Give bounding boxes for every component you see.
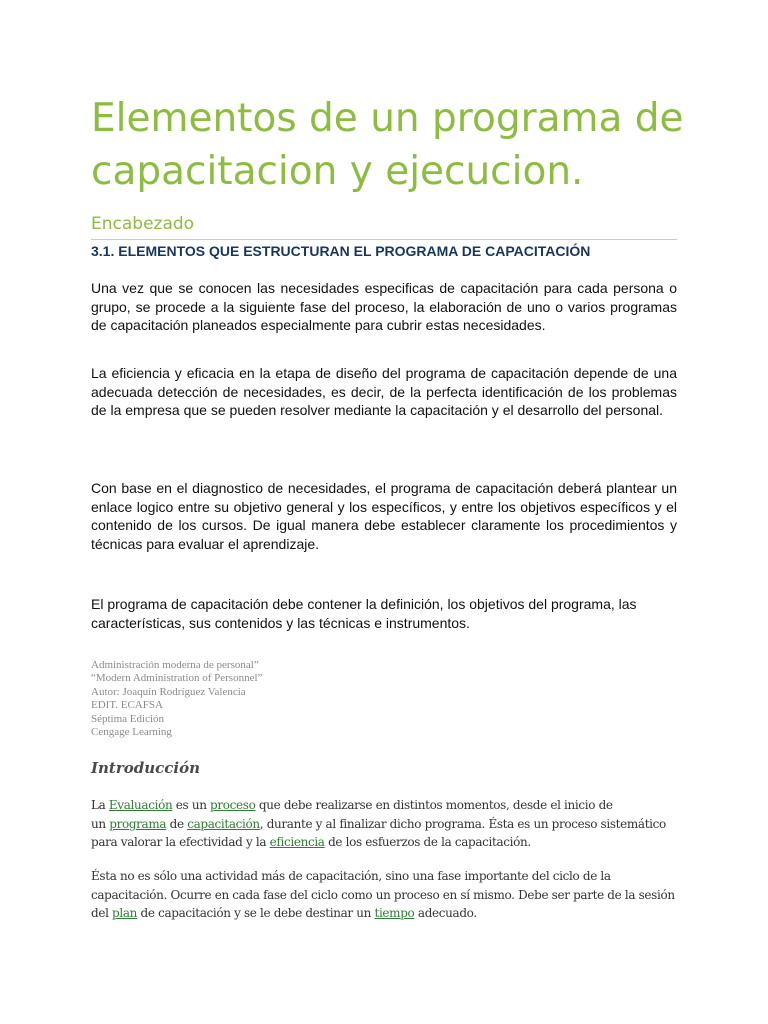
heading-encabezado: Encabezado xyxy=(91,214,195,234)
introduction-heading: Introducción xyxy=(91,759,201,777)
introduction-paragraph-2 xyxy=(91,867,681,923)
link-tiempo[interactable]: tiempo xyxy=(374,906,415,920)
heading-underline xyxy=(91,239,677,240)
text-span: adecuado. xyxy=(414,906,477,920)
section-title: 3.1. ELEMENTOS QUE ESTRUCTURAN EL PROGRAMA DE CAPACITACIÓN xyxy=(91,243,591,259)
text-span: es un xyxy=(172,798,211,812)
paragraph-2: La eficiencia y eficacia en la etapa de diseño del programa de capacitación depende de una adecuada detección de necesidades, es decir, de la perfecta identificación de los problemas de la empresa que se pueden resolver mediante la capacitación y el desarrollo del personal. xyxy=(91,365,677,418)
text-span: un xyxy=(91,816,110,831)
reference-line: “Modern Administration of Personnel” xyxy=(91,672,263,685)
introduction-paragraph-1 xyxy=(91,796,681,852)
text-span: del xyxy=(91,906,113,920)
bibliographic-reference xyxy=(91,659,491,739)
reference-line: EDIT. ECAFSA xyxy=(91,699,163,712)
text-line: Ésta no es sólo una actividad más de capacitación, sino una fase importante del ciclo de la xyxy=(91,869,611,883)
link-capacitacion[interactable]: capacitación xyxy=(187,816,260,831)
text-line: capacitación. Ocurre en cada fase del ciclo como un proceso en sí mismo. Debe ser parte de la sesión xyxy=(91,887,675,902)
reference-line: Administración moderna de personal” xyxy=(91,659,259,671)
link-evaluacion[interactable]: Evaluación xyxy=(108,798,173,812)
paragraph-1: Una vez que se conocen las necesidades especificas de capacitación para cada persona o grupo, se procede a la siguiente fase del proceso, la elaboración de uno o varios programas de capacitación planeados especialmente para cubrir estas necesidades. xyxy=(91,280,677,333)
link-proceso[interactable]: proceso xyxy=(210,798,256,812)
text-line xyxy=(91,815,681,834)
link-eficiencia[interactable]: eficiencia xyxy=(269,835,325,849)
text-line xyxy=(91,796,681,815)
text-span: para valorar la efectividad y la xyxy=(91,835,270,849)
text-span: de xyxy=(166,816,188,831)
text-span: de los esfuerzos de la capacitación. xyxy=(324,835,531,849)
link-plan[interactable]: plan xyxy=(112,906,138,920)
reference-line: Autor: Joaquín Rodríguez Valencia xyxy=(91,685,246,698)
text-span: La xyxy=(91,798,109,812)
text-span: que debe realizarse en distintos momentos, desde el inicio de xyxy=(255,798,613,812)
text-line xyxy=(91,833,681,852)
reference-line: Cengage Learning xyxy=(91,726,172,739)
paragraph-4: El programa de capacitación debe contener la definición, los objetivos del programa, las características, sus contenidos y las técnicas e instrumentos. xyxy=(91,596,637,631)
text-span: de capacitación y se le debe destinar un xyxy=(137,906,375,920)
text-span: , durante y al finalizar dicho programa. Ésta es un proceso sistemático xyxy=(259,816,666,831)
link-programa[interactable]: programa xyxy=(109,816,167,831)
paragraph-3: Con base en el diagnostico de necesidades, el programa de capacitación deberá plantear un enlace logico entre su objetivo general y los específicos, y entre los objetivos específicos y el contenido de los cursos. De igual manera debe establecer claramente los procedimientos y técnicas para evaluar el aprendizaje. xyxy=(91,480,677,552)
document-title: Elementos de un programa de capacitacion y ejecucion. xyxy=(91,96,684,194)
reference-line: Séptima Edición xyxy=(91,712,165,725)
text-line xyxy=(91,904,681,923)
